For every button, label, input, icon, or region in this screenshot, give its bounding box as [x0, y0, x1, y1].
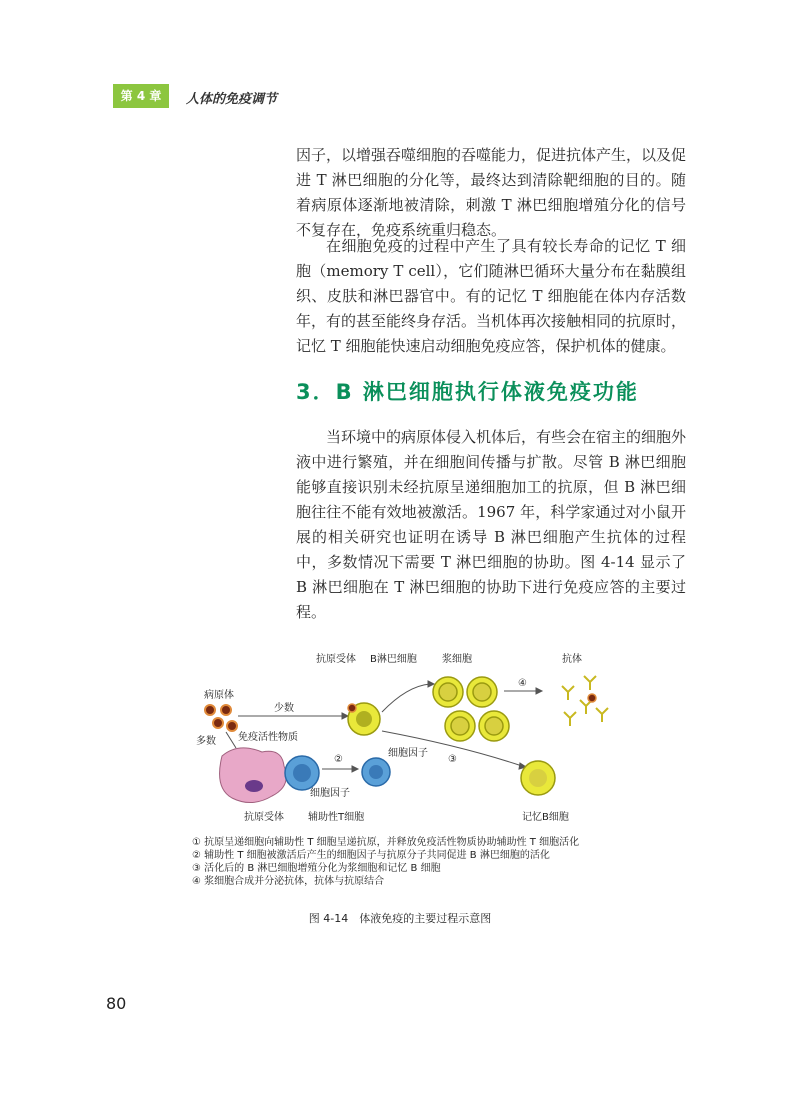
label-memory-b: 记忆B细胞 [522, 812, 569, 823]
label-many: 多数 [196, 736, 216, 747]
chapter-title: 人体的免疫调节 [186, 92, 278, 107]
pathogen-icons [205, 705, 237, 731]
step-4: ④ [518, 678, 527, 689]
note-4: ④ 浆细胞合成并分泌抗体，抗体与抗原结合 [192, 876, 385, 887]
note-2: ② 辅助性 T 细胞被激活后产生的细胞因子与抗原分子共同促进 B 淋巴细胞的活化 [192, 850, 550, 861]
note-3: ③ 活化后的 B 淋巴细胞增殖分化为浆细胞和记忆 B 细胞 [192, 863, 441, 874]
section-heading: 3．B 淋巴细胞执行体液免疫功能 [296, 380, 639, 404]
antibody-icons [562, 676, 608, 726]
label-few: 少数 [274, 703, 294, 714]
paragraph-1: 因子，以增强吞噬细胞的吞噬能力，促进抗体产生，以及促进 T 淋巴细胞的分化等，最终达到清除靶细胞的目的。随着病原体逐渐地被清除，刺激 T 淋巴细胞增殖分化的信号不复存在，免疫系统重归稳态。 [296, 146, 687, 239]
label-cytokine-right: 细胞因子 [388, 748, 428, 759]
paragraph-3: 当环境中的病原体侵入机体后，有些会在宿主的细胞外液中进行繁殖，并在细胞间传播与扩散。尽管 B 淋巴细胞能够直接识别未经抗原呈递细胞加工的抗原，但 B 淋巴细胞往往不能有效地被激活。1967 年，科学家通过对小鼠开展的相关研究也证明在诱导 B 淋巴细胞产生抗体的过程中，多数情况下需要 T 淋巴细胞的协助。图 4-14 显示了 B 淋巴细胞在 T 淋巴细胞的协助下进行免疫应答的主要过程。 [296, 428, 687, 621]
label-antigen-receptor-top: 抗原受体 [316, 654, 356, 665]
label-antigen-receptor-bottom: 抗原受体 [244, 812, 284, 823]
chapter-number: 第 4 章 [113, 84, 169, 108]
figure-caption: 图 4-14 体液免疫的主要过程示意图 [308, 912, 492, 925]
label-pathogen: 病原体 [204, 690, 234, 701]
step-2: ② [334, 754, 343, 765]
figure-notes [192, 836, 672, 888]
page-number: 80 [106, 994, 127, 1013]
step-3: ③ [448, 754, 457, 765]
antigen-presenting-cell [220, 748, 287, 803]
label-plasma-cell: 浆细胞 [442, 654, 472, 665]
label-b-cell: B淋巴细胞 [370, 654, 417, 665]
label-helper-t: 辅助性T细胞 [308, 812, 365, 823]
paragraph-2: 在细胞免疫的过程中产生了具有较长寿命的记忆 T 细胞（memory T cell），它们随淋巴循环大量分布在黏膜组织、皮肤和淋巴器官中。有的记忆 T 细胞能在体内存活数年，有的甚至能终身存活。当机体再次接触相同的抗原时，记忆 T 细胞能快速启动细胞免疫应答，保护机体的健康。 [296, 237, 687, 355]
label-antibody: 抗体 [562, 654, 582, 665]
page-header [0, 78, 800, 112]
plasma-cells [433, 677, 509, 741]
note-1: ① 抗原呈递细胞向辅助性 T 细胞呈递抗原，并释放免疫活性物质协助辅助性 T 细胞活化 [192, 837, 580, 848]
humoral-immunity-diagram [192, 636, 652, 836]
label-cytokine-bottom: 细胞因子 [310, 788, 350, 799]
label-immune-active: 免疫活性物质 [238, 732, 298, 743]
